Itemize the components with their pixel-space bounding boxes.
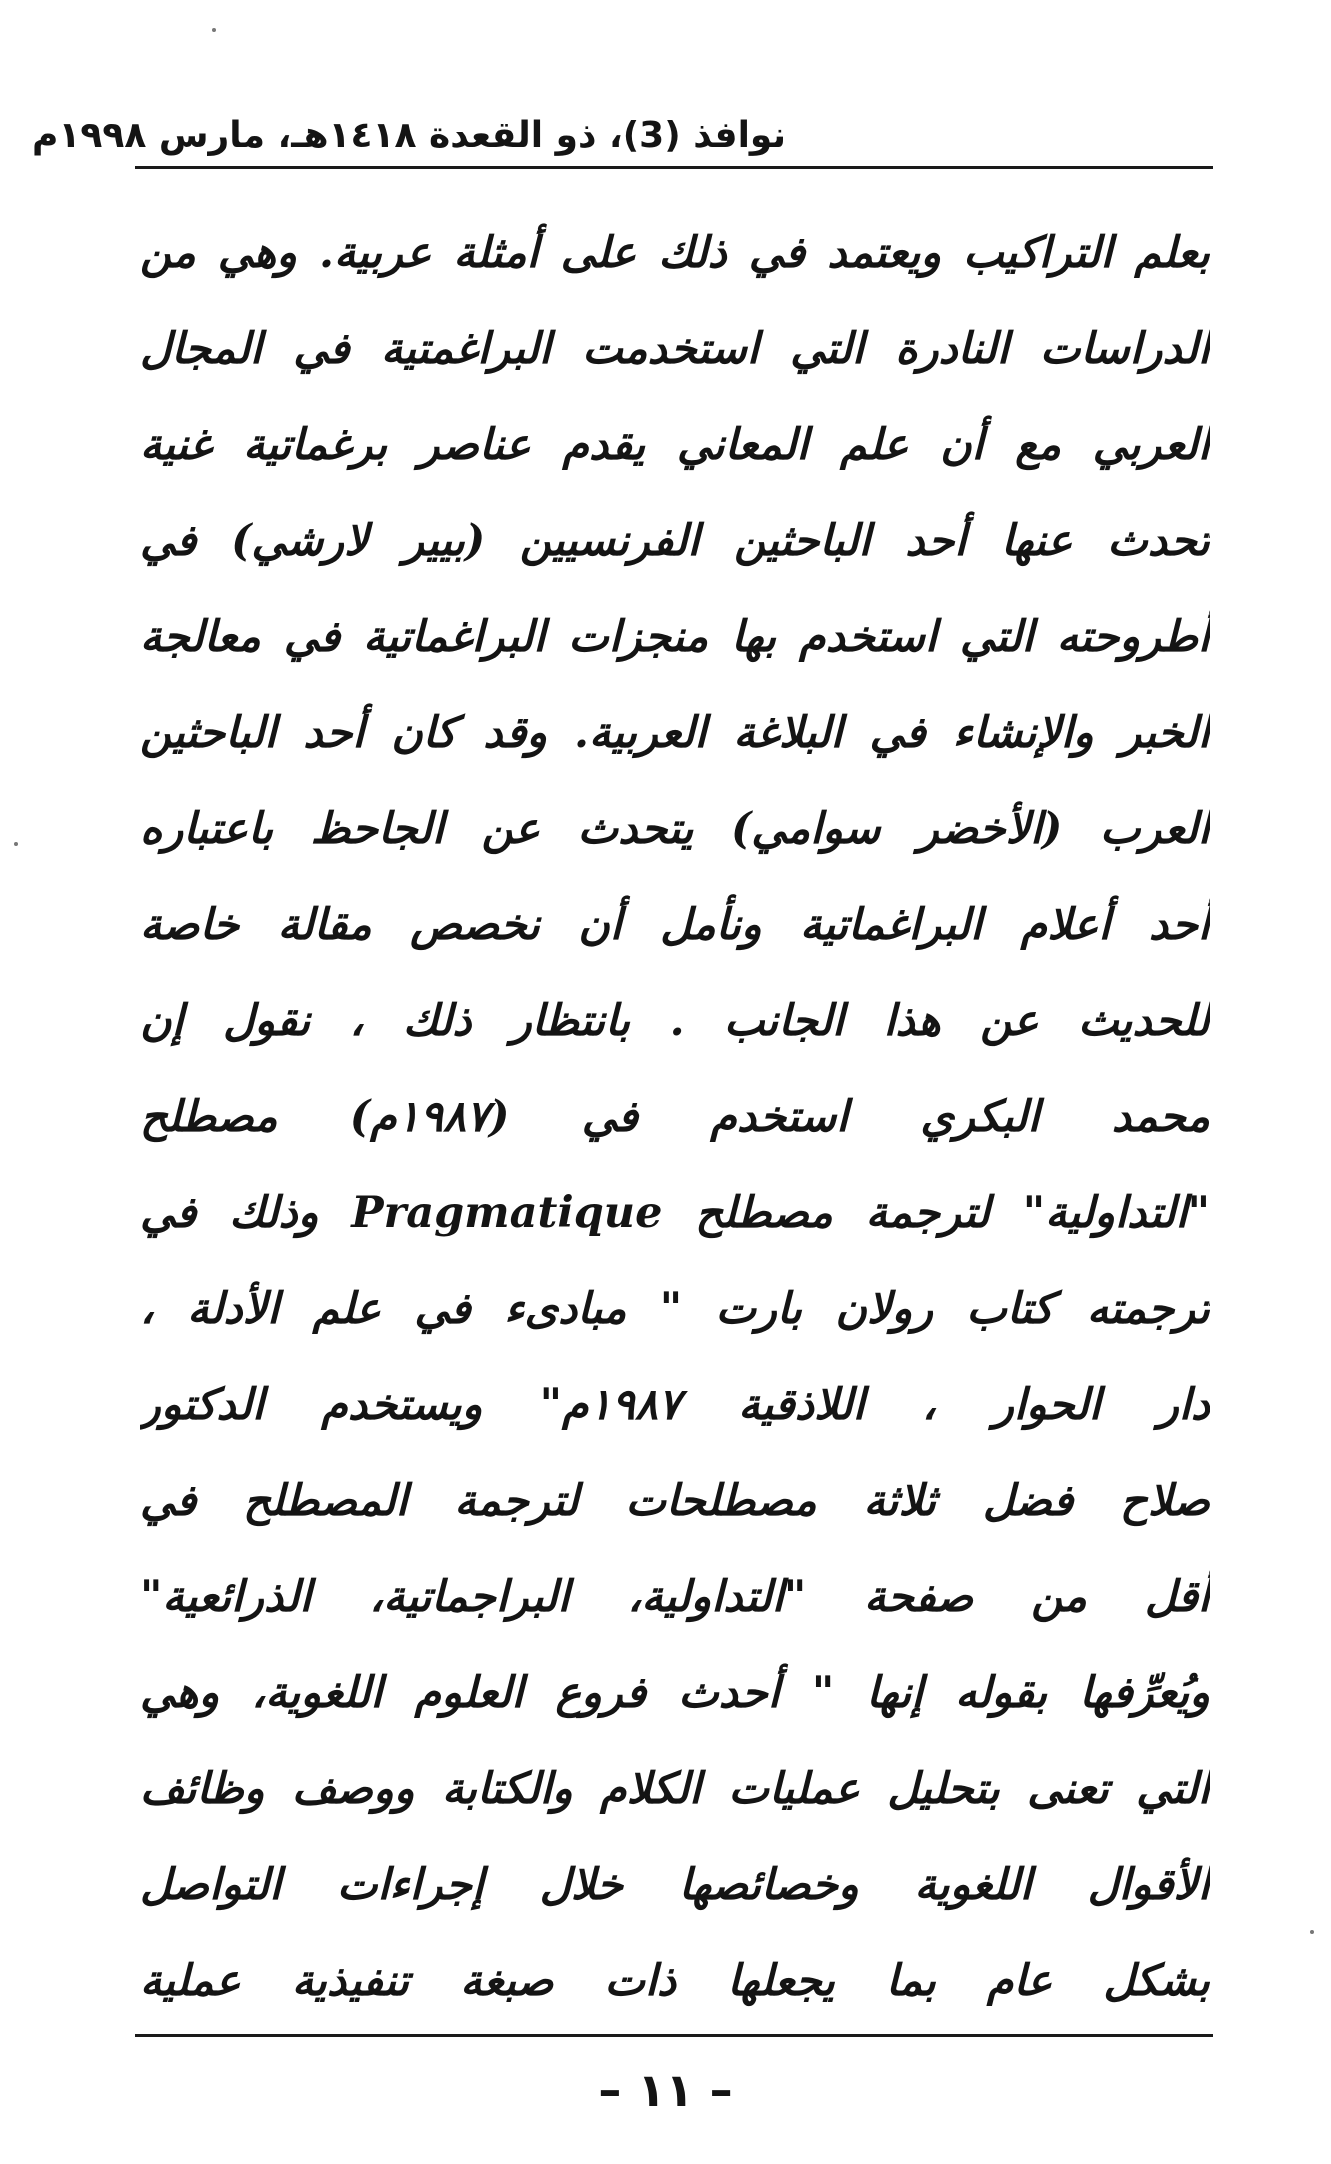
scan-speck [14, 842, 18, 846]
text-line: تحدث عنها أحد الباحثين الفرنسيين (بيير لارشي) في [140, 516, 1210, 566]
text-line: ويُعرِّفها بقوله إنها " أحدث فروع العلوم اللغوية، وهي [140, 1668, 1210, 1718]
text-line: أحد أعلام البراغماتية ونأمل أن نخصص مقالة خاصة [140, 900, 1210, 950]
text-line: الدراسات النادرة التي استخدمت البراغمتية في المجال [140, 324, 1210, 374]
page-number: – ١١ – [598, 2063, 733, 2117]
header-rule [135, 166, 1213, 169]
text-line: بشكل عام بما يجعلها ذات صبغة تنفيذية عملية [140, 1956, 1210, 2006]
text-line: أقل من صفحة "التداولية، البراجماتية، الذرائعية" [140, 1572, 1210, 1622]
text-line: ترجمته كتاب رولان بارت " مبادىء في علم الأدلة ، [140, 1284, 1210, 1334]
scan-speck [212, 28, 216, 32]
text-line: للحديث عن هذا الجانب . بانتظار ذلك ، نقول إن [140, 996, 1210, 1046]
text-line: أطروحته التي استخدم بها منجزات البراغماتية في معالجة [140, 612, 1210, 662]
text-line: بعلم التراكيب ويعتمد في ذلك على أمثلة عربية. وهي من [140, 228, 1210, 278]
text-line: العرب (الأخضر سوامي) يتحدث عن الجاحظ باعتباره [140, 804, 1210, 854]
footer-rule [135, 2034, 1213, 2037]
text-line: الخبر والإنشاء في البلاغة العربية. وقد كان أحد الباحثين [140, 708, 1210, 758]
text-line: الأقوال اللغوية وخصائصها خلال إجراءات التواصل [140, 1860, 1210, 1910]
text-line: التي تعنى بتحليل عمليات الكلام والكتابة ووصف وظائف [140, 1764, 1210, 1814]
running-header: نوافذ (3)، ذو القعدة ١٤١٨هـ، مارس ١٩٩٨م [32, 115, 786, 156]
text-line: العربي مع أن علم المعاني يقدم عناصر برغماتية غنية [140, 420, 1210, 470]
body-text [140, 205, 1210, 2029]
text-line: دار الحوار ، اللاذقية ١٩٨٧م" ويستخدم الدكتور [140, 1380, 1210, 1430]
text-line: محمد البكري استخدم في (١٩٨٧م) مصطلح [140, 1092, 1210, 1142]
text-line: صلاح فضل ثلاثة مصطلحات لترجمة المصطلح في [140, 1476, 1210, 1526]
scan-speck [1310, 1930, 1314, 1934]
text-line: "التداولية" لترجمة مصطلح Pragmatique وذلك في [140, 1188, 1210, 1238]
